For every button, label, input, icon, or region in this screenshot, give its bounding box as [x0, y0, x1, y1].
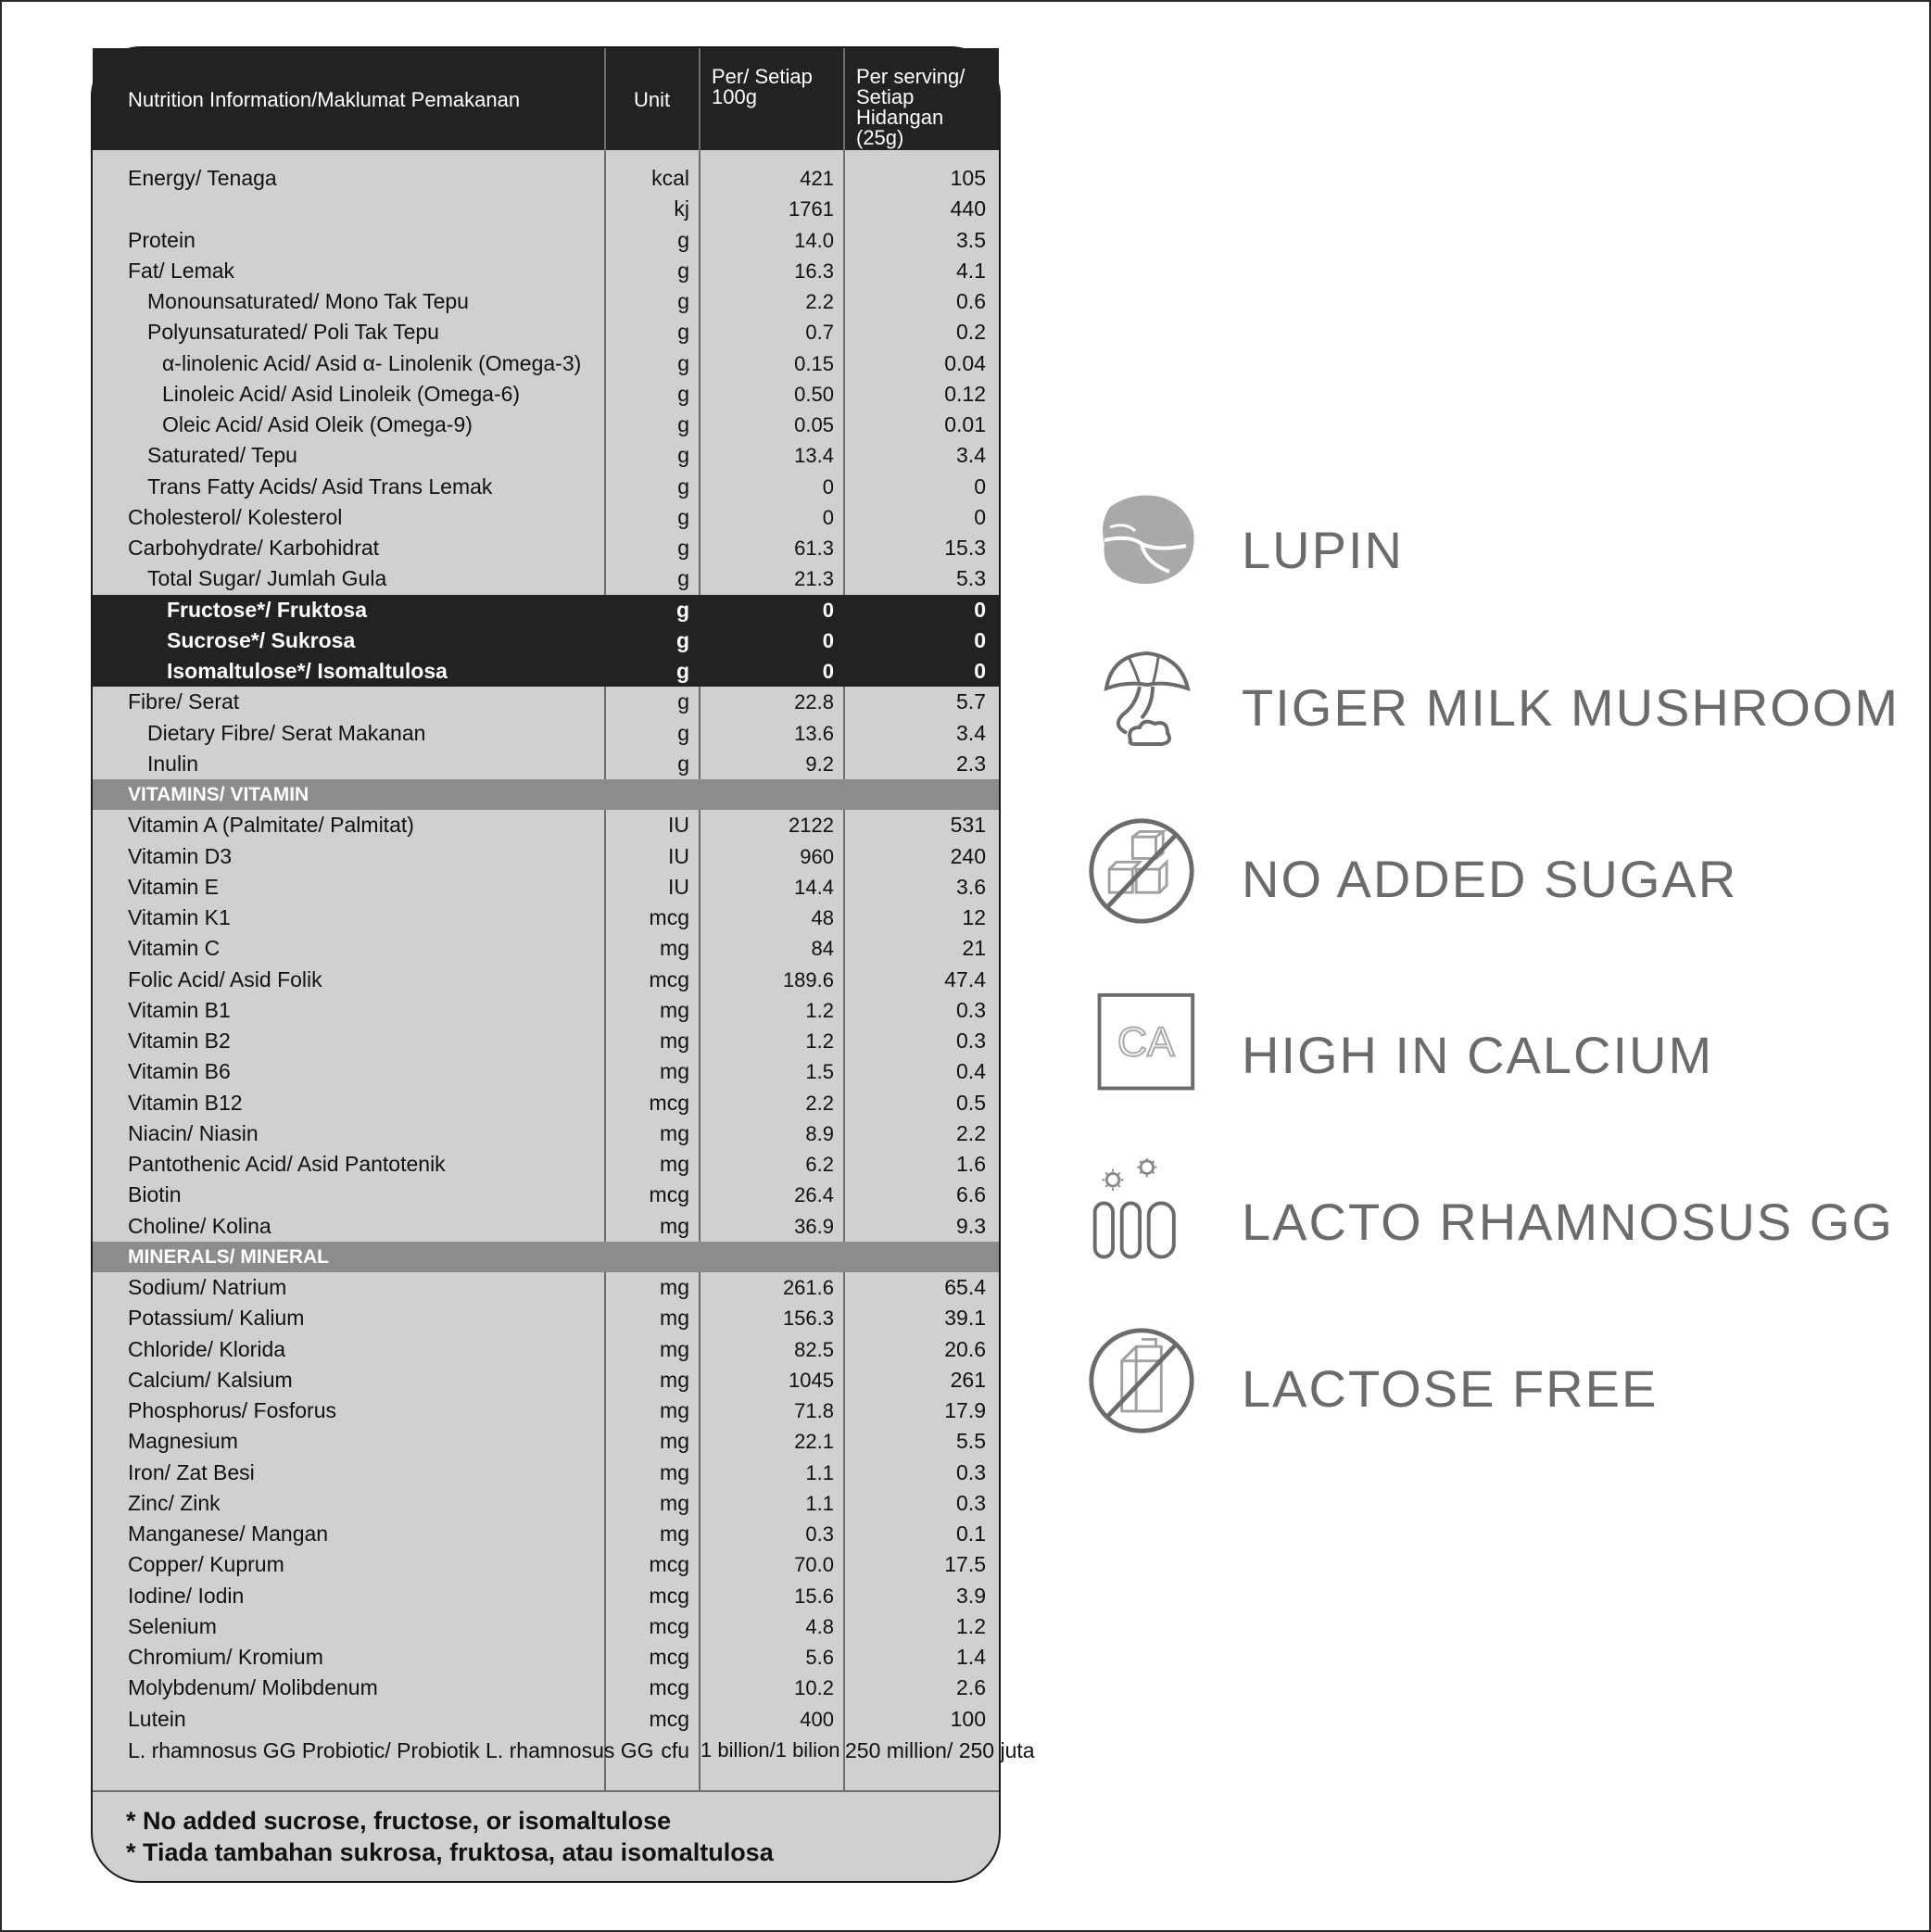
per-serving-value: 0.2	[956, 320, 986, 345]
claim-label: LACTO RHAMNOSUS GG	[1242, 1193, 1894, 1251]
per-serving-value: 65.4	[944, 1275, 986, 1299]
table-row	[93, 1704, 999, 1735]
per-100g-value: 0	[822, 660, 834, 683]
unit-cell: mcg	[649, 1645, 689, 1669]
per-serving-value: 1.2	[956, 1613, 986, 1638]
nutrient-name: Copper/ Kuprum	[128, 1552, 284, 1577]
unit-cell: g	[675, 627, 689, 652]
nutrient-name: Vitamin B2	[128, 1029, 231, 1053]
per-serving-value: 0	[974, 627, 986, 652]
per-100g-value: 0	[822, 628, 834, 652]
unit-cell: mg	[660, 1029, 689, 1053]
per-serving-value: 0	[974, 474, 986, 499]
per-100g-value: 960	[800, 844, 834, 868]
per-100g-value: 48	[811, 906, 834, 929]
nutrient-name: Calcium/ Kalsium	[128, 1367, 293, 1392]
table-row	[93, 656, 999, 687]
per-100g-value: 70.0	[794, 1553, 834, 1577]
unit-cell: mg	[660, 1459, 689, 1484]
footnote-malay: * Tiada tambahan sukrosa, fruktosa, atau isomaltulosa	[126, 1838, 774, 1866]
table-row	[93, 1334, 999, 1365]
unit-cell: mcg	[649, 1552, 689, 1577]
per-serving-value: 9.3	[956, 1213, 986, 1238]
section-header	[93, 779, 999, 810]
table-row	[93, 1026, 999, 1056]
unit-cell: mg	[660, 1120, 689, 1145]
nutrient-name: Sucrose*/ Sukrosa	[167, 627, 356, 652]
nutrient-name: VITAMINS/ VITAMIN	[128, 784, 309, 805]
nutrient-name: Fibre/ Serat	[128, 689, 240, 714]
unit-cell: g	[677, 320, 689, 345]
table-row	[93, 1642, 999, 1673]
per-100g-value: 84	[811, 937, 834, 961]
nutrient-name: Carbohydrate/ Karbohidrat	[128, 536, 380, 560]
unit-cell: mcg	[649, 1706, 689, 1731]
unit-cell: mcg	[649, 1583, 689, 1608]
claim-label: LUPIN	[1242, 521, 1404, 579]
per-100g-value: 2122	[789, 814, 834, 838]
unit-cell: mg	[660, 997, 689, 1022]
table-row	[93, 348, 999, 379]
per-serving-value: 0	[974, 597, 986, 622]
per-100g-value: 36.9	[794, 1214, 834, 1238]
claim-lacto-rhamnosus	[1084, 1158, 1899, 1269]
per-serving-value: 1.6	[956, 1152, 986, 1176]
per-100g-value: 2.2	[805, 1091, 834, 1115]
nutrient-name: Magnesium	[128, 1429, 238, 1454]
nutrient-name: α-linolenic Acid/ Asid α- Linolenik (Omega-3)	[162, 350, 582, 375]
unit-cell: g	[675, 659, 689, 683]
nutrient-name: Sodium/ Natrium	[128, 1275, 287, 1299]
per-serving-value: 17.5	[944, 1552, 986, 1577]
per-serving-value: 240	[950, 843, 986, 868]
nutrient-name: Vitamin B1	[128, 997, 231, 1022]
calcium-icon-text: CA	[1117, 1019, 1175, 1066]
table-row	[93, 194, 999, 224]
table-row	[93, 1272, 999, 1303]
per-100g-value: 0.15	[794, 351, 834, 375]
per-serving-value: 20.6	[944, 1336, 986, 1361]
table-row	[93, 1149, 999, 1180]
per-100g-value: 82.5	[794, 1337, 834, 1361]
table-row	[93, 1458, 999, 1488]
table-row	[93, 317, 999, 347]
per-100g-value: 26.4	[794, 1183, 834, 1207]
unit-cell: mcg	[649, 1675, 689, 1700]
unit-cell: g	[677, 350, 689, 375]
nutrient-name: Niacin/ Niasin	[128, 1120, 259, 1145]
table-row	[93, 1581, 999, 1611]
nutrient-name: Molybdenum/ Molibdenum	[128, 1675, 378, 1700]
unit-cell: mcg	[649, 905, 689, 929]
no-sugar-icon	[1084, 815, 1199, 927]
unit-cell: mg	[660, 1059, 689, 1084]
per-100g-value: 156.3	[782, 1307, 834, 1331]
per-serving-value: 0.5	[956, 1090, 986, 1115]
per-100g-value: 0	[822, 598, 834, 622]
per-100g-value: 1.1	[805, 1491, 834, 1515]
claim-no-added-sugar	[1084, 815, 1899, 927]
unit-cell: g	[677, 412, 689, 436]
per-serving-value: 0.3	[956, 997, 986, 1022]
per-100g-value: 13.4	[794, 444, 834, 468]
nutrient-name: Monounsaturated/ Mono Tak Tepu	[147, 289, 469, 313]
nutrient-name: Isomaltulose*/ Isomaltulosa	[167, 659, 448, 683]
claim-label: HIGH IN CALCIUM	[1242, 1026, 1714, 1084]
table-row	[93, 379, 999, 410]
table-row	[93, 872, 999, 903]
claim-label: NO ADDED SUGAR	[1242, 850, 1738, 908]
per-100g-value: 0.3	[805, 1522, 834, 1546]
table-row	[93, 1735, 1035, 1787]
unit-cell: kcal	[651, 166, 689, 190]
unit-cell: mg	[660, 1275, 689, 1299]
nutrient-name: Iodine/ Iodin	[128, 1583, 245, 1608]
per-100g-value: 15.6	[794, 1584, 834, 1608]
per-serving-value: 3.6	[956, 874, 986, 899]
per-serving-value: 4.1	[956, 258, 986, 283]
per-100g-value: 1045	[789, 1368, 834, 1392]
per-100g-value: 8.9	[805, 1121, 834, 1145]
footnote-english: * No added sucrose, fructose, or isomaltulose	[126, 1807, 672, 1835]
unit-cell: mg	[660, 1429, 689, 1454]
per-100g-value: 2.2	[805, 290, 834, 313]
unit-cell: g	[677, 536, 689, 560]
per-serving-value: 250 million/ 250 juta	[845, 1737, 1035, 1762]
table-row	[93, 440, 999, 471]
unit-cell: g	[677, 258, 689, 283]
per-100g-value: 14.4	[794, 875, 834, 899]
unit-cell: mg	[660, 1522, 689, 1546]
table-row	[93, 718, 999, 749]
unit-cell: mcg	[649, 1090, 689, 1115]
claim-lupin	[1084, 486, 1899, 598]
per-100g-value: 14.0	[794, 228, 834, 252]
per-100g-value: 1.2	[805, 998, 834, 1022]
nutrient-name: Oleic Acid/ Asid Oleik (Omega-9)	[162, 412, 473, 436]
unit-cell: mg	[660, 1490, 689, 1515]
unit-cell: mg	[660, 1336, 689, 1361]
per-100g-value: 261.6	[782, 1276, 834, 1299]
unit-cell: cfu	[661, 1737, 689, 1762]
per-serving-value: 5.7	[956, 689, 986, 714]
nutrient-name: Phosphorus/ Fosforus	[128, 1398, 337, 1422]
per-serving-value: 3.5	[956, 227, 986, 252]
per-serving-value: 6.6	[956, 1182, 986, 1207]
per-serving-value: 0.3	[956, 1029, 986, 1053]
nutrient-name: Chloride/ Klorida	[128, 1336, 286, 1361]
nutrient-name: Vitamin B6	[128, 1059, 231, 1084]
unit-cell: mg	[660, 936, 689, 961]
unit-cell: g	[677, 443, 689, 468]
unit-cell: IU	[668, 813, 689, 838]
nutrient-name: Trans Fatty Acids/ Asid Trans Lemak	[147, 474, 493, 499]
per-serving-value: 105	[950, 166, 986, 190]
unit-cell: IU	[668, 874, 689, 899]
table-row	[93, 965, 999, 995]
per-serving-value: 5.5	[956, 1429, 986, 1454]
lactose-free-icon	[1084, 1325, 1199, 1436]
per-100g-value: 61.3	[794, 537, 834, 560]
per-100g-value: 10.2	[794, 1676, 834, 1700]
per-serving-value: 0.1	[956, 1522, 986, 1546]
per-100g-value: 421	[800, 167, 834, 190]
unit-cell: mg	[660, 1398, 689, 1422]
nutrient-name: Vitamin K1	[128, 905, 231, 929]
nutrient-name: Fat/ Lemak	[128, 258, 235, 283]
per-serving-value: 12	[962, 905, 986, 929]
nutrient-name: Fructose*/ Fruktosa	[167, 597, 367, 622]
claim-label: TIGER MILK MUSHROOM	[1242, 678, 1900, 737]
per-serving-value: 39.1	[944, 1306, 986, 1331]
table-row	[93, 1395, 999, 1426]
per-100g-value: 1 billion/1 bilion	[700, 1737, 840, 1762]
nutrient-name: Iron/ Zat Besi	[128, 1459, 255, 1484]
table-row	[93, 286, 999, 317]
nutrient-name: Vitamin D3	[128, 843, 233, 868]
nutrient-name: Folic Acid/ Asid Folik	[128, 966, 322, 991]
per-100g-value: 71.8	[794, 1399, 834, 1422]
table-row	[93, 1118, 999, 1149]
per-serving-value: 0	[974, 659, 986, 683]
table-row	[93, 225, 999, 256]
nutrient-name: Selenium	[128, 1613, 217, 1638]
table-row	[93, 563, 999, 594]
unit-cell: mg	[660, 1367, 689, 1392]
mushroom-icon	[1084, 644, 1199, 755]
per-100g-value: 1761	[789, 197, 834, 221]
nutrient-name: Total Sugar/ Jumlah Gula	[147, 566, 387, 591]
table-row	[93, 1365, 999, 1395]
per-100g-value: 13.6	[794, 721, 834, 745]
per-serving-value: 21	[962, 936, 986, 961]
nutrient-name: Vitamin E	[128, 874, 220, 899]
unit-cell: g	[675, 597, 689, 622]
claim-label: LACTOSE FREE	[1242, 1359, 1659, 1418]
per-100g-value: 5.6	[805, 1646, 834, 1669]
unit-cell: g	[677, 566, 689, 591]
table-row	[93, 410, 999, 440]
per-100g-value: 0	[822, 505, 834, 529]
header-nutrient: Nutrition Information/Maklumat Pemakanan	[128, 88, 521, 111]
per-serving-value: 0.3	[956, 1490, 986, 1515]
table-row	[93, 256, 999, 286]
table-row	[93, 1519, 999, 1549]
table-row	[93, 502, 999, 533]
table-row	[93, 163, 999, 194]
nutrient-name: Linoleic Acid/ Asid Linoleik (Omega-6)	[162, 381, 521, 406]
nutrient-name: Cholesterol/ Kolesterol	[128, 504, 343, 529]
claim-lactose-free	[1084, 1325, 1899, 1436]
unit-cell: g	[677, 227, 689, 252]
nutrient-name: Chromium/ Kromium	[128, 1645, 323, 1669]
table-row	[93, 625, 999, 656]
nutrient-name: Vitamin B12	[128, 1090, 243, 1115]
nutrient-name: Dietary Fibre/ Serat Makanan	[147, 720, 426, 745]
per-serving-value: 0.3	[956, 1459, 986, 1484]
nutrient-name: Inulin	[147, 751, 198, 776]
table-row	[93, 810, 999, 840]
per-serving-value: 1.4	[956, 1645, 986, 1669]
table-row	[93, 1549, 999, 1580]
section-header	[93, 1242, 999, 1272]
nutrient-name: Vitamin A (Palmitate/ Palmitat)	[128, 813, 414, 838]
nutrition-panel	[91, 46, 1035, 1883]
unit-cell: g	[677, 504, 689, 529]
per-100g-value: 1.5	[805, 1060, 834, 1084]
per-100g-value: 6.2	[805, 1153, 834, 1176]
unit-cell: g	[677, 474, 689, 499]
unit-cell: mcg	[649, 966, 689, 991]
table-row	[93, 933, 999, 964]
per-100g-value: 4.8	[805, 1614, 834, 1638]
table-row	[93, 1303, 999, 1333]
unit-cell: mcg	[649, 1182, 689, 1207]
claim-high-in-calcium	[1084, 991, 1899, 1103]
per-serving-value: 0.01	[944, 412, 986, 436]
per-100g-value: 1.2	[805, 1029, 834, 1053]
per-100g-value: 1.1	[805, 1460, 834, 1484]
per-serving-value: 15.3	[944, 536, 986, 560]
header-unit: Unit	[634, 88, 671, 111]
per-100g-value: 400	[800, 1707, 834, 1731]
nutrient-name: Biotin	[128, 1182, 182, 1207]
per-serving-value: 3.4	[956, 720, 986, 745]
calcium-icon	[1084, 991, 1199, 1103]
per-serving-value: 5.3	[956, 566, 986, 591]
table-row	[93, 1088, 999, 1118]
probiotic-icon	[1084, 1158, 1199, 1269]
per-serving-value: 17.9	[944, 1398, 986, 1422]
table-row	[93, 1426, 999, 1457]
table-row	[93, 1488, 999, 1519]
table-row	[93, 595, 999, 625]
table-header	[93, 48, 999, 150]
unit-cell: IU	[668, 843, 689, 868]
unit-cell: mg	[660, 1152, 689, 1176]
per-serving-value: 0	[974, 504, 986, 529]
nutrient-name: Protein	[128, 227, 196, 252]
per-100g-value: 0.05	[794, 413, 834, 436]
per-100g-value: 0	[822, 474, 834, 499]
unit-cell: g	[677, 720, 689, 745]
per-serving-value: 3.9	[956, 1583, 986, 1608]
nutrient-name: Vitamin C	[128, 936, 221, 961]
per-serving-value: 2.2	[956, 1120, 986, 1145]
per-serving-value: 100	[950, 1706, 986, 1731]
per-serving-value: 0.6	[956, 289, 986, 313]
table-row	[93, 472, 999, 502]
nutrient-name: Lutein	[128, 1706, 186, 1731]
lupin-icon	[1084, 486, 1199, 598]
unit-cell: kj	[674, 196, 689, 221]
nutrition-rows	[93, 163, 1035, 1787]
table-row	[93, 749, 999, 779]
nutrient-name: Potassium/ Kalium	[128, 1306, 305, 1331]
nutrient-name: Energy/ Tenaga	[128, 166, 277, 190]
nutrient-name: Saturated/ Tepu	[147, 443, 297, 468]
per-serving-value: 261	[950, 1367, 986, 1392]
per-100g-value: 22.8	[794, 690, 834, 714]
nutrient-name: Manganese/ Mangan	[128, 1522, 329, 1546]
nutrient-name: Choline/ Kolina	[128, 1213, 271, 1238]
table-row	[93, 1211, 999, 1242]
table-row	[93, 687, 999, 717]
per-serving-value: 47.4	[944, 966, 986, 991]
header-per-100g: Per/ Setiap 100g	[712, 65, 813, 108]
per-serving-value: 2.3	[956, 751, 986, 776]
unit-cell: mg	[660, 1213, 689, 1238]
unit-cell: g	[677, 381, 689, 406]
per-serving-value: 440	[950, 196, 986, 221]
per-100g-value: 21.3	[794, 567, 834, 591]
per-serving-value: 0.4	[956, 1059, 986, 1084]
unit-cell: mg	[660, 1306, 689, 1331]
claim-mushroom	[1084, 644, 1899, 755]
table-row	[93, 1180, 999, 1210]
nutrient-name: MINERALS/ MINERAL	[128, 1245, 329, 1268]
per-serving-value: 2.6	[956, 1675, 986, 1700]
per-100g-value: 9.2	[805, 751, 834, 776]
table-row	[93, 995, 999, 1026]
unit-cell: g	[677, 289, 689, 313]
per-100g-value: 0.7	[805, 321, 834, 345]
nutrient-name: Polyunsaturated/ Poli Tak Tepu	[147, 320, 439, 345]
per-100g-value: 22.1	[794, 1430, 834, 1454]
table-row	[93, 1673, 999, 1703]
unit-cell: mcg	[649, 1613, 689, 1638]
footnotes	[93, 1790, 999, 1881]
table-row	[93, 533, 999, 563]
table-row	[93, 1056, 999, 1087]
nutrient-name: Zinc/ Zink	[128, 1490, 221, 1515]
per-serving-value: 3.4	[956, 443, 986, 468]
table-row	[93, 1611, 999, 1642]
per-serving-value: 0.12	[944, 381, 986, 406]
nutrient-name: L. rhamnosus GG Probiotic/ Probiotik L. rhamnosus GG	[128, 1737, 654, 1762]
unit-cell: g	[677, 751, 689, 776]
unit-cell: g	[677, 689, 689, 714]
per-serving-value: 531	[950, 813, 986, 838]
per-100g-value: 189.6	[782, 967, 834, 991]
per-100g-value: 16.3	[794, 259, 834, 283]
per-100g-value: 0.50	[794, 382, 834, 406]
nutrient-name: Pantothenic Acid/ Asid Pantotenik	[128, 1152, 446, 1176]
table-row	[93, 841, 999, 872]
per-serving-value: 0.04	[944, 350, 986, 375]
table-row	[93, 903, 999, 933]
header-per-serving: Per serving/ Setiap Hidangan (25g)	[856, 65, 966, 149]
